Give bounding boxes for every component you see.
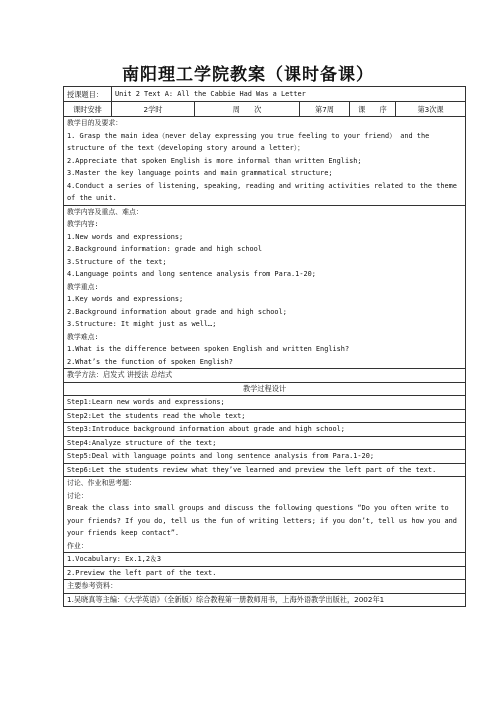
content-heading: 教学内容及重点、难点： [67,207,143,216]
content-item: 2.Background information: grade and high school [67,245,262,253]
objective-item: 3.Master the key language points and main grammatical structure; [67,169,333,177]
objective-item: 2.Appreciate that spoken English is more informal than written English; [67,156,362,165]
difficulty-item: 1.What is the difference between spoken English and written English? [67,345,350,353]
topic-label: 授课题目： [64,87,112,102]
content-item: 3.Structure of the text; [67,257,167,266]
week-value: 第7周 [300,102,350,117]
week-label: 周 次 [195,102,300,117]
page-title: 南阳理工学院教案（课时备课） [122,65,374,85]
focus-item: 2.Background information about grade and high school; [67,307,287,316]
process-step-row [64,409,466,423]
difficulty-item: 2.What’s the function of spoken English? [67,357,233,366]
topic-value: Unit 2 Text A: All the Cabbie Had Was a Letter [112,87,466,102]
objectives-heading: 教学目的及要求： [67,119,123,127]
process-step: Step3:Introduce background information about grade and high school; [64,423,466,437]
discussion-cell [64,477,466,553]
discuss-label: 讨论： [67,491,88,500]
process-step: Step4:Analyze structure of the text; [64,436,466,450]
content-label: 教学内容: [67,220,99,228]
schedule-label: 课时安排 [64,102,112,117]
focus-item: 3.Structure: It might just as well…; [67,320,217,328]
process-heading-row [64,382,466,396]
objectives-cell [64,117,466,206]
process-step: Step2:Let the students read the whole text; [64,409,466,423]
topic-row [64,87,466,102]
process-step-row [64,463,466,477]
focus-item: 1.Key words and expressions; [67,295,184,303]
process-step: Step6:Let the students review what they’ve learned and preview the left part of the text. [64,463,466,477]
references-heading-row [64,580,466,594]
discussion-row [64,477,466,553]
process-step: Step5:Deal with language points and long sentence analysis from Para.1-20; [64,450,466,464]
difficulty-label: 教学难点: [67,332,99,341]
lesson-plan-table [63,86,466,607]
objectives-row [64,117,466,206]
discuss-text: Break the class into small groups and discuss the following questions “Do you often write to your friends? If you do, tell us the fun of writing letters; if you don’t, tell us how you and your friends keep contact”. [67,504,457,537]
focus-label: 教学重点: [67,282,99,291]
content-item: 1.New words and expressions; [67,232,184,241]
process-step-row [64,436,466,450]
objective-item: 1. Grasp the main idea（never delay expressing you true feeling to your friend） and the structure of the text（developing story around a letter）； [67,131,430,152]
process-step-row [64,423,466,437]
homework-item: 1.Vocabulary: Ex.1,2＆3 [64,553,466,567]
content-row [64,205,466,369]
process-step: Step1:Learn new words and expressions; [64,396,466,410]
objective-item: 4.Conduct a series of listening, speaking, reading and writing activities related to the theme of the unit. [67,181,457,202]
methods-row [64,369,466,383]
process-step-row [64,450,466,464]
order-label: 课 序 [350,102,396,117]
process-step-row [64,396,466,410]
homework-label: 作业： [67,541,88,550]
content-item: 4.Language points and long sentence analysis from Para.1-20; [67,270,316,278]
order-value: 第3次课 [396,102,466,117]
content-cell [64,205,466,369]
homework-row [64,553,466,567]
references-heading: 主要参考资料： [64,580,466,594]
schedule-row [64,102,466,117]
reference-item: 1.吴晓真等主编：《大学英语》（全新版）综合教程第一册教师用书，上海外语教学出版社，2002年1 [64,593,466,607]
hours-value: 2学时 [112,102,195,117]
homework-row [64,566,466,580]
methods-cell: 教学方法：启发式 讲授法 总结式 [64,369,466,383]
homework-item: 2.Preview the left part of the text. [64,566,466,580]
discussion-heading: 讨论、作业和思考题： [67,479,136,487]
process-heading: 教学过程设计 [64,382,466,396]
references-row [64,593,466,607]
